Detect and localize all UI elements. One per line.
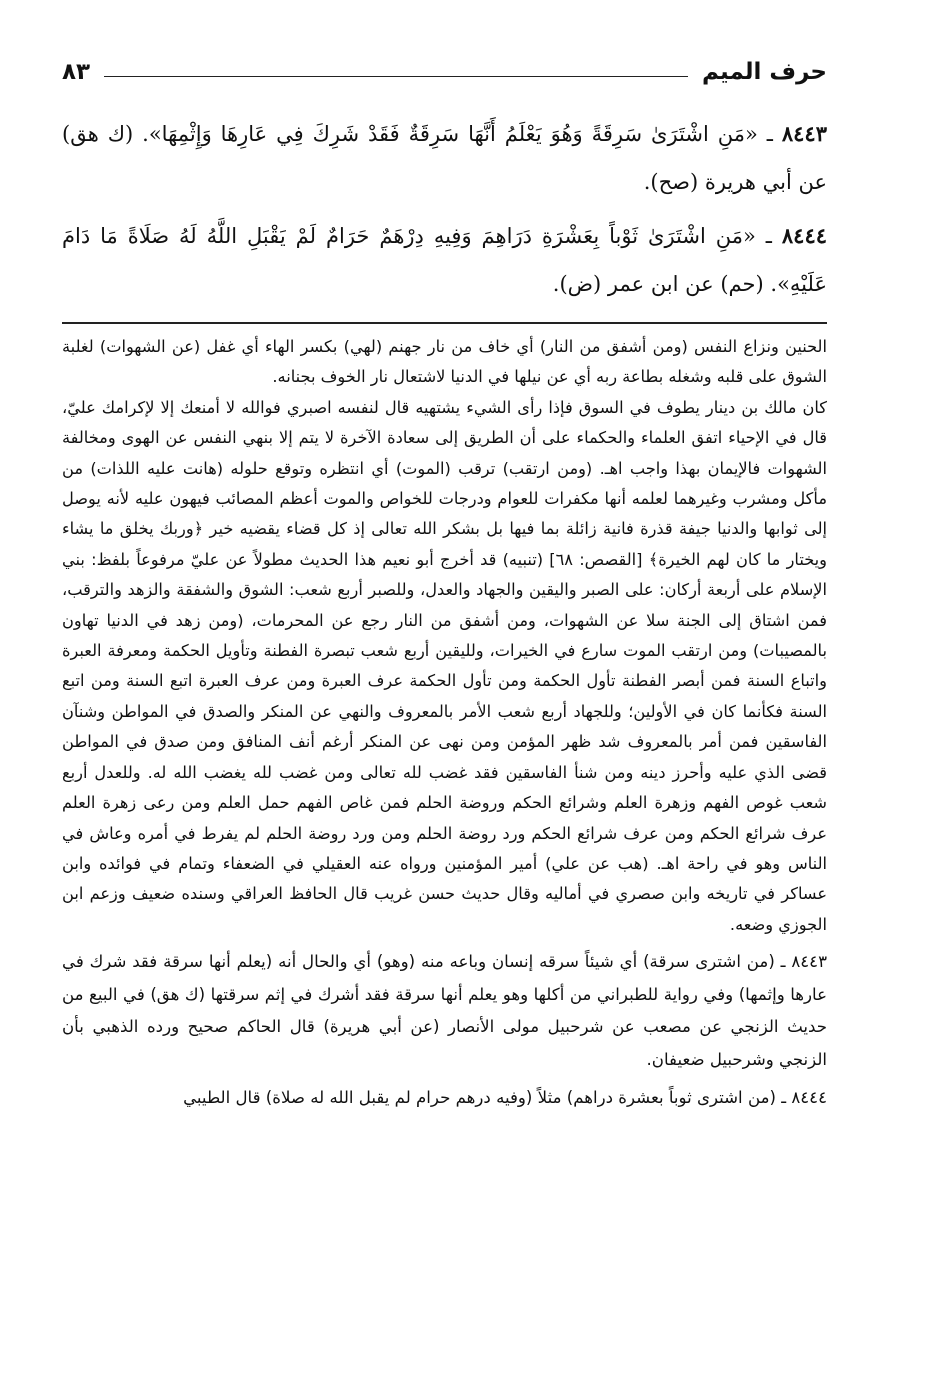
hadith-matn: «مَنِ اشْتَرَىٰ ثَوْباً بِعَشْرَةِ دَرَاهِمَ وَفِيهِ دِرْهَمٌ حَرَامٌ لَمْ يَقْبَلِ اللَّهُ لَهُ صَلَاةً مَا دَامَ عَلَيْهِ».	[62, 224, 827, 296]
footnote-divider	[62, 322, 827, 324]
hadith-8443: ٨٤٤٣ ـ «مَنِ اشْتَرَىٰ سَرِقَةً وَهُوَ يَعْلَمُ أَنَّهَا سَرِقَةٌ فَقَدْ شَرِكَ فِي عَارِهَا وَإِثْمِهَا». (ك هق) عن أبي هريرة (صح).	[62, 121, 827, 194]
hadith-text-section	[62, 110, 827, 308]
commentary-entry-8443: ٨٤٤٣ ـ (من اشترى سرقة) أي شيئاً سرقه إنسان وباعه منه (وهو) أي والحال أنه (يعلم أنها سرقة فقد شرك في عارها وإثمها) وفي رواية للطبراني من أكلها وهو يعلم أنها سرقة فقد أشرك في إثم سرقتها (ك هق) في البيع من حديث الزنجي عن مصعب عن شرحبيل مولى الأنصار (عن أبي هريرة) قال الحاكم صحيح ورده الذهبي بأن الزنجي وشرحبيل ضعيفان.	[62, 952, 827, 1069]
page-number: ٨٣	[62, 59, 91, 85]
commentary-paragraph: كان مالك بن دينار يطوف في السوق فإذا رأى الشيء يشتهيه قال لنفسه اصبري فوالله لا أمنعك إلا لإكرامك عليّ، قال في الإحياء اتفق العلماء والحكماء على أن الطريق إلى سعادة الآخرة لا يتم إلا بنهي النفس عن الهوى ومخالفة الشهوات فالإيمان بهذا واجب اهـ. (ومن ارتقب) ترقب (الموت) أي انتظره وتوقع حلوله (هانت عليه اللذات) من مأكل ومشرب وغيرهما لعلمه أنها مكفرات للعوام ودرجات للخواص والموت أعظم المصائب فيهون عليه لأنه يوصل إلى ثوابها والدنيا جيفة قذرة فانية زائلة بما فيها بل بشكر الله تعالى إذ كل قضاء يقضيه خير ﴿وربك يخلق ما يشاء ويختار ما كان لهم الخيرة﴾ [القصص: ٦٨] (تنبيه) قد أخرج أبو نعيم هذا الحديث مطولاً عن عليّ مرفوعاً بلفظ: بني الإسلام على أربعة أركان: على الصبر واليقين والجهاد والعدل، وللصبر أربع شعب: الشوق والشفقة والزهد والترقب، فمن اشتاق إلى الجنة سلا عن الشهوات، ومن أشفق من النار رجع عن المحرمات، (ومن زهد في الدنيا تهاون بالمصيبات) ومن ارتقب الموت سارع في الخيرات، ولليقين أربع شعب تبصرة الفطنة وتأويل الحكمة ومعرفة العبرة واتباع السنة فمن أبصر الفطنة تأول الحكمة ومن تأول الحكمة عرف العبرة ومن عرف العبرة اتبع السنة ومن اتبع السنة فكأنما كان في الأولين؛ وللجهاد أربع شعب الأمر بالمعروف والنهي عن المنكر والصدق في المواطن وشنآن الفاسقين فمن أمر بالمعروف شد ظهر المؤمن ومن نهى عن المنكر أرغم أنف المنافق ومن صدق في المواطن قضى الذي عليه وأحرز دينه ومن شنأ الفاسقين فقد غضب لله تعالى ومن غضب لله يغضب الله له. وللعدل أربع شعب غوص الفهم وزهرة العلم وشرائع الحكم وروضة الحلم فمن غاص الفهم حمل العلم ومن رعى زهرة العلم عرف شرائع الحكم ومن عرف شرائع الحكم ورد روضة الحلم ومن ورد روضة الحلم لم يفرط في أمره وعاش في الناس وهو في راحة اهـ. (هب عن علي) أمير المؤمنين ورواه عنه العقيلي في الضعفاء وتمام في فوائده وابن عساكر في تاريخه وابن صصري في أماليه وقال حديث حسن غريب قال الحافظ العراقي وسنده ضعيف وزعم ابن الجوزي وضعه.	[62, 397, 827, 934]
hadith-source: (حم) عن ابن عمر (ض).	[552, 272, 764, 296]
running-header	[62, 40, 827, 84]
commentary-paragraph: الحنين ونزاع النفس (ومن أشفق من النار) أي خاف من نار جهنم (لهي) بكسر الهاء أي غفل (عن الشهوات) لغلبة الشوق على قلبه وشغله بطاعة ربه أي عن نيلها في الدنيا لاشتعال نار الخوف بجنانه.	[62, 337, 827, 387]
header-rule	[104, 76, 688, 77]
hadith-number: ٨٤٤٤	[781, 223, 828, 248]
hadith-source: (ك هق) عن أبي هريرة (صح).	[62, 122, 827, 194]
hadith-8444: ٨٤٤٤ ـ «مَنِ اشْتَرَىٰ ثَوْباً بِعَشْرَةِ دَرَاهِمَ وَفِيهِ دِرْهَمٌ حَرَامٌ لَمْ يَقْبَلِ اللَّهُ لَهُ صَلَاةً مَا دَامَ عَلَيْهِ». (حم) عن ابن عمر (ض).	[62, 223, 828, 296]
hadith-number: ٨٤٤٣	[781, 121, 827, 146]
book-page	[62, 40, 827, 1340]
hadith-matn: «مَنِ اشْتَرَىٰ سَرِقَةً وَهُوَ يَعْلَمُ أَنَّهَا سَرِقَةٌ فَقَدْ شَرِكَ فِي عَارِهَا وَإِثْمِهَا».	[142, 122, 758, 146]
commentary-entry-8444: ٨٤٤٤ ـ (من اشترى ثوباً بعشرة دراهم) مثلاً (وفيه درهم حرام لم يقبل الله له صلاة) قال الطيبي	[183, 1088, 827, 1108]
commentary-section	[62, 332, 827, 1115]
chapter-title: حرف الميم	[702, 59, 827, 85]
